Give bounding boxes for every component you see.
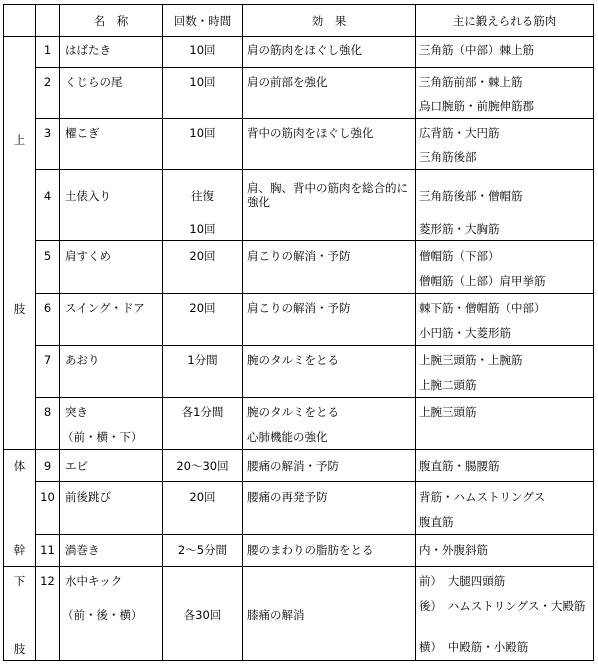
effect: 肩の筋肉をほぐし強化 xyxy=(247,43,362,57)
exercise-name: くじらの尾 xyxy=(65,75,123,89)
muscle: 前） 大腿四頭筋 xyxy=(419,574,506,588)
row-number: 7 xyxy=(43,353,52,367)
row-number: 8 xyxy=(43,405,52,419)
col-line-5 xyxy=(415,5,416,660)
exercise-name-sub: （前・後・横） xyxy=(62,608,143,622)
effect: 腰痛の解消・予防 xyxy=(247,459,339,473)
col-line-1 xyxy=(35,5,36,660)
exercise-name: 突き xyxy=(65,405,88,419)
effect: 腰のまわりの脂肪をとる xyxy=(247,543,374,557)
muscle: 三角筋前部・棘上筋 xyxy=(419,75,523,89)
effect: 腕のタルミをとる xyxy=(247,353,339,367)
count-time: 2～5分間 xyxy=(177,543,228,557)
muscle: 僧帽筋（上部）肩甲挙筋 xyxy=(419,274,546,288)
row-number: 12 xyxy=(40,574,55,588)
group-lower-limb-char1: 下 xyxy=(13,574,26,588)
count-time: 各30回 xyxy=(183,608,222,622)
rule-row-10 xyxy=(35,534,593,535)
row-number: 4 xyxy=(43,189,52,203)
exercise-name: はばたき xyxy=(65,43,111,57)
count-time: 20～30回 xyxy=(176,459,229,473)
exercise-name: スイング・ドア xyxy=(65,301,145,315)
row-number: 3 xyxy=(43,126,52,140)
muscle: 広背筋・大円筋 xyxy=(419,126,500,140)
row-number: 10 xyxy=(40,490,55,504)
exercise-name: あおり xyxy=(65,353,100,367)
count-time: 各1分間 xyxy=(181,405,224,419)
rule-row-2 xyxy=(35,118,593,119)
header-effect: 効 果 xyxy=(311,14,347,28)
row-number: 6 xyxy=(43,301,52,315)
effect: 心肺機能の強化 xyxy=(247,430,328,444)
effect: 肩こりの解消・予防 xyxy=(247,249,351,263)
rule-row-5 xyxy=(35,293,593,294)
muscle: 横） 中殿筋・小殿筋 xyxy=(419,640,529,654)
count-time: 1分間 xyxy=(187,353,218,367)
exercise-name-sub: （前・横・下） xyxy=(62,430,143,444)
count-time: 往復 xyxy=(191,189,214,203)
muscle: 烏口腕筋・前腕伸筋郡 xyxy=(419,99,534,113)
row-number: 1 xyxy=(43,43,52,57)
count-time: 20回 xyxy=(189,249,216,263)
rule-row-7 xyxy=(35,397,593,398)
effect: 腕のタルミをとる xyxy=(247,405,339,419)
row-number: 2 xyxy=(43,75,52,89)
row-number: 11 xyxy=(40,543,55,557)
group-upper-limb-char1: 上 xyxy=(13,133,26,147)
col-line-4 xyxy=(242,5,243,660)
group-trunk-char2: 幹 xyxy=(13,543,26,557)
exercise-name: 渦巻き xyxy=(65,543,100,557)
muscle: 菱形筋・大胸筋 xyxy=(419,222,500,236)
muscle: 三角筋（中部）棘上筋 xyxy=(419,43,534,57)
exercise-name: 水中キック xyxy=(65,574,123,588)
rule-upper-limb xyxy=(4,449,593,450)
exercise-name: 土俵入り xyxy=(65,189,111,203)
rule-row-1 xyxy=(35,67,593,68)
effect: 肩こりの解消・予防 xyxy=(247,301,351,315)
exercise-name: 櫂こぎ xyxy=(65,126,100,140)
muscle: 腹直筋 xyxy=(419,515,454,529)
count-time: 10回 xyxy=(189,222,216,236)
muscle: 腹直筋・腸腰筋 xyxy=(419,459,500,473)
effect: 肩の前部を強化 xyxy=(247,75,328,89)
group-lower-limb-char2: 肢 xyxy=(13,642,26,656)
rule-header xyxy=(4,36,593,37)
group-upper-limb-char2: 肢 xyxy=(13,302,26,316)
effect: 腰痛の再発予防 xyxy=(247,490,328,504)
muscle: 上腕三頭筋・上腕筋 xyxy=(419,353,523,367)
row-number: 9 xyxy=(43,459,52,473)
muscle: 上腕三頭筋 xyxy=(419,405,477,419)
muscle: 小円筋・大菱形筋 xyxy=(419,326,511,340)
effect: 背中の筋肉をほぐし強化 xyxy=(247,126,374,140)
muscle: 棘下筋・僧帽筋（中部） xyxy=(419,301,546,315)
muscle: 三角筋後部・僧帽筋 xyxy=(419,189,523,203)
muscle: 内・外腹斜筋 xyxy=(419,543,488,557)
exercise-name: 肩すくめ xyxy=(65,249,111,263)
exercise-name: エビ xyxy=(65,459,88,473)
muscle: 背筋・ハムストリングス xyxy=(419,490,546,504)
count-time: 10回 xyxy=(189,43,216,57)
effect: 膝痛の解消 xyxy=(247,608,305,622)
effect: 肩、胸、背中の筋肉を総合的に強化 xyxy=(247,181,408,209)
col-line-2 xyxy=(59,5,60,660)
exercise-table xyxy=(3,4,594,661)
count-time: 10回 xyxy=(189,75,216,89)
group-trunk-char1: 体 xyxy=(13,459,26,473)
rule-row-9 xyxy=(35,481,593,482)
header-count-time: 回数・時間 xyxy=(173,14,232,28)
exercise-name: 前後跳び xyxy=(65,490,111,504)
muscle: 後） ハムストリングス・大殿筋 xyxy=(419,599,586,613)
row-number: 5 xyxy=(43,249,52,263)
muscle: 僧帽筋（下部） xyxy=(419,249,500,263)
muscle: 三角筋後部 xyxy=(419,150,477,164)
col-line-3 xyxy=(162,5,163,660)
header-name: 名 称 xyxy=(93,14,129,28)
header-muscles: 主に鍛えられる筋肉 xyxy=(452,14,557,28)
count-time: 20回 xyxy=(189,301,216,315)
rule-row-6 xyxy=(35,345,593,346)
rule-row-3 xyxy=(35,169,593,170)
count-time: 20回 xyxy=(189,490,216,504)
rule-trunk xyxy=(4,566,593,567)
count-time: 10回 xyxy=(189,126,216,140)
rule-row-4 xyxy=(35,240,593,241)
muscle: 上腕二頭筋 xyxy=(419,378,477,392)
